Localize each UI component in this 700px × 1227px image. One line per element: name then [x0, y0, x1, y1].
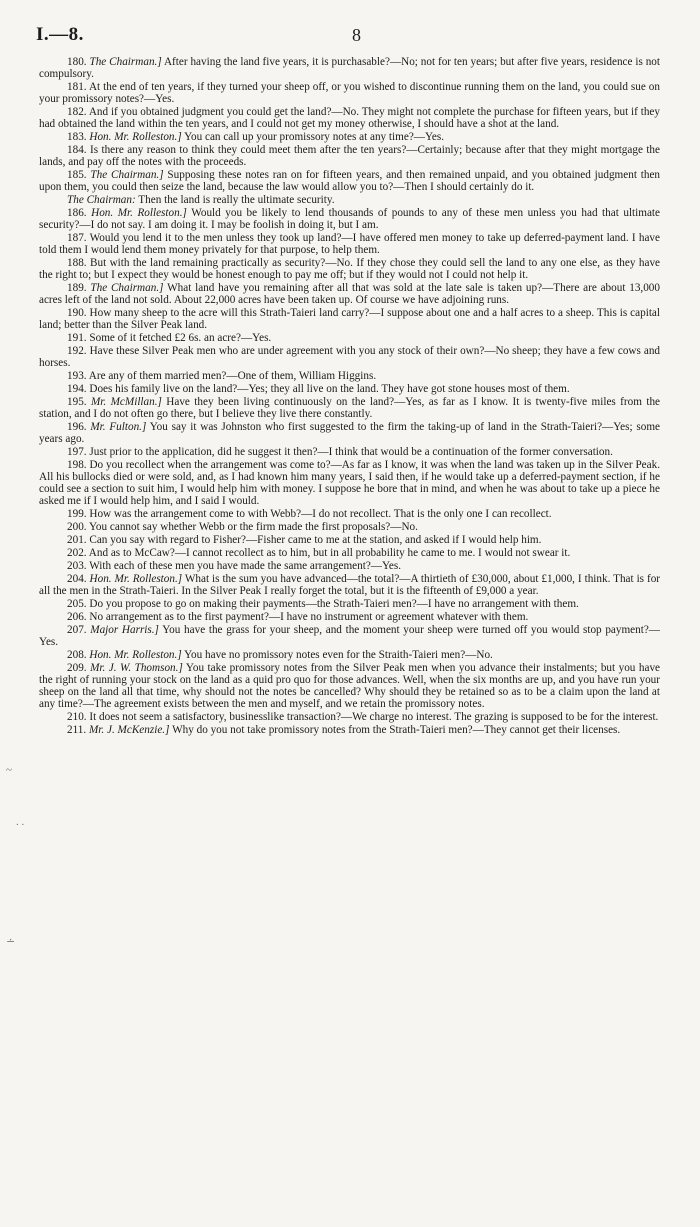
question-number: 199. [67, 508, 87, 520]
question-number: 188. [67, 257, 87, 269]
question-paragraph [39, 282, 660, 306]
question-paragraph [39, 534, 660, 546]
question-paragraph [39, 598, 660, 610]
question-number: 192. [67, 345, 87, 357]
question-number: 195. [67, 396, 87, 408]
question-paragraph [39, 106, 660, 130]
question-number: 206. [67, 611, 87, 623]
question-number: 203. [67, 560, 87, 572]
question-paragraph [39, 421, 660, 445]
question-number: 210. [67, 711, 87, 723]
question-number: 209. [67, 662, 87, 674]
question-number: 187. [67, 232, 87, 244]
question-paragraph [39, 662, 660, 710]
question-number: 183. [67, 131, 87, 143]
question-number: 191. [67, 332, 87, 344]
question-paragraph [39, 81, 660, 105]
margin-mark: ~ [6, 764, 12, 776]
question-number: 180. [67, 56, 87, 68]
question-text: You have no promissory notes even for the Straith-Taieri men?—No. [184, 649, 493, 661]
question-number: 194. [67, 383, 87, 395]
question-text: Is there any reason to think they could meet them after the ten years?—Certainly; because after that they might mortgage the lands, and pay off the notes with the proceeds. [39, 144, 660, 168]
question-paragraph [39, 446, 660, 458]
question-paragraph [39, 257, 660, 281]
question-paragraph [39, 232, 660, 256]
speaker-name: Hon. Mr. Rolleston.] [89, 131, 182, 143]
question-number: 185. [67, 169, 87, 181]
speaker-name: The Chairman.] [89, 56, 162, 68]
question-number: 211. [67, 724, 87, 736]
question-text: But with the land remaining practically as security?—No. If they chose they could sell the land to any one else, as they have the right to; but I expect they would be honest enough to pay me off; but if they would not I could not help it. [39, 257, 660, 281]
question-paragraph [39, 169, 660, 193]
question-number: 204. [67, 573, 87, 585]
question-paragraph [39, 521, 660, 533]
question-paragraph [39, 370, 660, 382]
question-number: 193. [67, 370, 87, 382]
question-text: Just prior to the application, did he suggest it then?—I think that would be a continuation of the former conversation. [89, 446, 613, 458]
paper-reference: I.—8. [36, 24, 84, 45]
question-text: With each of these men you have made the same arrangement?—Yes. [89, 560, 402, 572]
question-text: How was the arrangement come to with Webb?—I do not recollect. That is the only one I can recollect. [89, 508, 552, 520]
speaker-name: Mr. J. McKenzie.] [88, 724, 170, 736]
speaker-name: The Chairman: [67, 194, 136, 206]
question-number: 181. [67, 81, 87, 93]
speaker-name: The Chairman.] [90, 282, 164, 294]
question-number: 197. [67, 446, 87, 458]
question-paragraph [39, 508, 660, 520]
question-text: Then the land is really the ultimate security. [138, 194, 335, 206]
speaker-name: Major Harris.] [90, 624, 159, 636]
question-number: 196. [67, 421, 87, 433]
question-number: 182. [67, 106, 87, 118]
page-number: 8 [352, 25, 361, 45]
question-text: You cannot say whether Webb or the firm made the first proposals?—No. [88, 521, 418, 533]
question-text: Would you lend it to the men unless they took up land?—I have offered men money to take up deferred-payment land. I have told them I would lend them money privately for that purpose, to help them. [39, 232, 660, 256]
question-paragraph [39, 649, 660, 661]
question-text: Have these Silver Peak men who are under agreement with you any stock of their own?—No sheep; they have a few cows and horses. [39, 345, 661, 369]
question-text: Can you say with regard to Fisher?—Fisher came to me at the station, and asked if I would help him. [89, 534, 542, 546]
question-text: At the end of ten years, if they turned your sheep off, or you wished to discontinue running them on the land, you could sue on your promissory notes?—Yes. [39, 81, 660, 105]
question-number: 207. [67, 624, 87, 636]
question-text: You can call up your promissory notes at any time?—Yes. [184, 131, 445, 143]
question-paragraph [39, 194, 660, 206]
margin-mark: . . [16, 816, 25, 828]
question-text: How many sheep to the acre will this Strath-Taieri land carry?—I suppose about one and a half acres to a sheep. This is capital land; better than the Silver Peak land. [39, 307, 660, 331]
question-number: 198. [67, 459, 87, 471]
question-paragraph [39, 307, 660, 331]
transcript-body [39, 56, 660, 737]
speaker-name: Mr. J. W. Thomson.] [90, 662, 183, 674]
question-number: 184. [67, 144, 87, 156]
question-text: After having the land five years, it is purchasable?—No; not for ten years; but after five years, residence is not compulsory. [39, 56, 661, 80]
question-text: No arrangement as to the first payment?—I have no instrument or agreement whatever with them. [89, 611, 529, 623]
question-text: Do you recollect when the arrangement was come to?—As far as I know, it was when the land was taken up in the Silver Peak. All his bullocks died or were sold, and, as I had known him many years, I said then, if he would take up a deferred-payment section, if he could see a section to suit him, I would help him with money. I suppose he bore that in mind, and when he was about to take up a piece he asked me if I would help him, and I said I would. [39, 459, 661, 507]
question-paragraph [39, 383, 660, 395]
question-paragraph [39, 459, 660, 507]
question-text: You have the grass for your sheep, and the moment your sheep were turned off you would stop payment?—Yes. [39, 624, 660, 648]
question-paragraph [39, 624, 660, 648]
question-paragraph [39, 711, 660, 723]
question-paragraph [39, 131, 660, 143]
question-paragraph [39, 573, 660, 597]
question-text: Have they been living continuously on the land?—Yes, as far as I know. It is twenty-five miles from the station, and I do not often go there, but I believe they live there constantly. [39, 396, 661, 420]
question-text: It does not seem a satisfactory, businesslike transaction?—We charge no interest. The grazing is supposed to be for the interest. [89, 711, 659, 723]
question-number: 186. [67, 207, 87, 219]
question-paragraph [39, 332, 660, 344]
question-text: What is the sum you have advanced—the total?—A thirtieth of £30,000, about £1,000, I think. That is for all the men in the Strath-Taieri. In the Silver Peak I really forget the total, but it is the fifteenth of £9,000 a year. [39, 573, 661, 597]
question-text: You say it was Johnston who first suggested to the firm the taking-up of land in the Strath-Taieri?—Yes; some years ago. [39, 421, 660, 445]
question-paragraph [39, 547, 660, 559]
question-paragraph [39, 560, 660, 572]
margin-mark: ∸ [6, 936, 16, 948]
question-text: You take promissory notes from the Silver Peak men when you advance their instalments; but you have the right of running your stock on the land as a quid pro quo for those advances. Well, when the six months are up, and you have run your sheep on the land all that time, why should not the notes be cancelled? Why should they be retained so as to be a claim upon the land at any time?—The agreement exists between the men and myself, and we retain the promissory notes. [39, 662, 661, 710]
question-paragraph [39, 345, 660, 369]
speaker-name: The Chairman.] [90, 169, 164, 181]
speaker-name: Hon. Mr. Rolleston.] [91, 207, 187, 219]
question-text: And if you obtained judgment you could get the land?—No. They might not complete the purchase for fifteen years, but if they had obtained the land within the ten years, and I could not get my money otherwise, I should have a shot at the land. [39, 106, 660, 130]
question-number: 202. [67, 547, 87, 559]
question-paragraph [39, 724, 660, 736]
question-text: What land have you remaining after all that was sold at the late sale is taken up?—There are about 13,000 acres left of the land not sold. About 22,000 acres have been taken up. Of course we have adjoining runs. [39, 282, 660, 306]
question-paragraph [39, 611, 660, 623]
question-paragraph [39, 56, 660, 80]
speaker-name: Hon. Mr. Rolleston.] [89, 573, 183, 585]
question-text: Are any of them married men?—One of them, William Higgins. [88, 370, 377, 382]
question-paragraph [39, 144, 660, 168]
question-number: 200. [67, 521, 87, 533]
speaker-name: Mr. Fulton.] [90, 421, 147, 433]
question-text: And as to McCaw?—I cannot recollect as to him, but in all probability he came to me. I would not swear it. [88, 547, 571, 559]
question-number: 189. [67, 282, 87, 294]
question-number: 201. [67, 534, 87, 546]
question-text: Some of it fetched £2 6s. an acre?—Yes. [89, 332, 272, 344]
question-number: 205. [67, 598, 87, 610]
question-text: Supposing these notes ran on for fifteen years, and then remained unpaid, and you obtained judgment then upon them, you could then seize the land, because the law would allow you to?—Then I should certainly do it. [39, 169, 661, 193]
question-text: Do you propose to go on making their payments—the Strath-Taieri men?—I have no arrangement with them. [89, 598, 579, 610]
question-text: Why do you not take promissory notes from the Strath-Taieri men?—They cannot get their licenses. [172, 724, 621, 736]
question-text: Would you be likely to lend thousands of pounds to any of these men unless you had that ultimate security?—I do not say. I am doing it. I may be foolish in doing it, but I am. [39, 207, 661, 231]
question-number: 208. [67, 649, 87, 661]
question-text: Does his family live on the land?—Yes; they all live on the land. They have got stone houses most of them. [89, 383, 570, 395]
speaker-name: Mr. McMillan.] [90, 396, 162, 408]
speaker-name: Hon. Mr. Rolleston.] [89, 649, 182, 661]
question-paragraph [39, 207, 660, 231]
question-paragraph [39, 396, 660, 420]
question-number: 190. [67, 307, 87, 319]
